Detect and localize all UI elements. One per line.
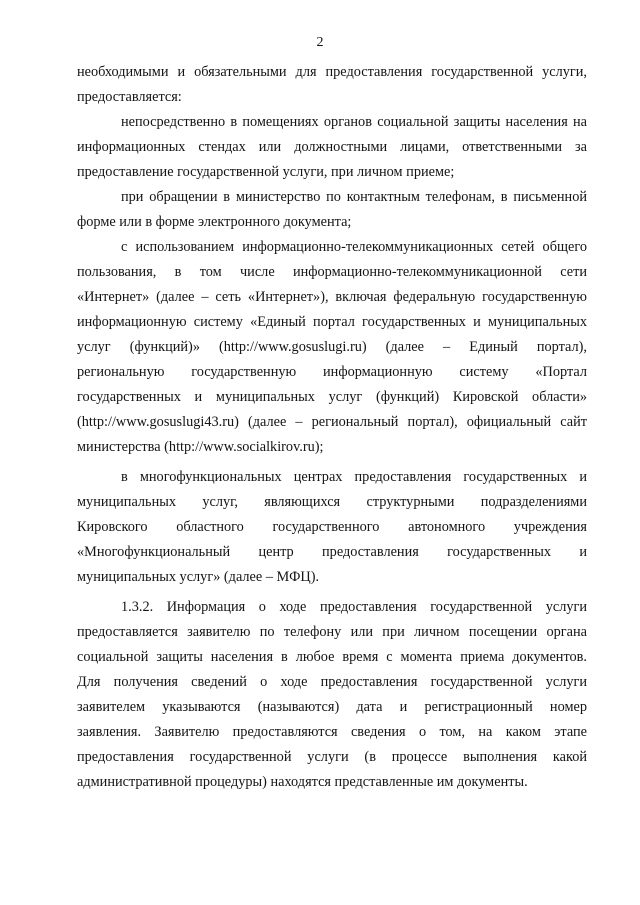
page-number: 2 xyxy=(316,35,324,50)
text-line: информационную систему «Единый портал государственных и муниципальных xyxy=(77,314,587,330)
text-line: информационных стендах или должностными лицами, ответственными за xyxy=(77,139,587,155)
text-line: заявителем указываются (называются) дата и регистрационный номер xyxy=(77,699,587,715)
text-line: услуг (функций)» (http://www.gosuslugi.ru) (далее – Единый портал), xyxy=(77,339,587,355)
text-line: министерства (http://www.socialkirov.ru); xyxy=(77,439,324,455)
paragraph-first-line: при обращении в министерство по контактным телефонам, в письменной xyxy=(121,189,587,205)
paragraph-first-line: 1.3.2. Информация о ходе предоставления государственной услуги xyxy=(121,599,587,615)
paragraph-first-line: в многофункциональных центрах предоставления государственных и xyxy=(121,469,587,485)
text-line: «Многофункциональный центр предоставления государственных и xyxy=(77,544,587,560)
text-line: предоставляется: xyxy=(77,89,182,105)
text-line: региональную государственную информационную систему «Портал xyxy=(77,364,587,380)
text-line: форме или в форме электронного документа; xyxy=(77,214,352,230)
text-line: предоставления государственной услуги (в процессе выполнения какой xyxy=(77,749,587,765)
text-line: социальной защиты населения в любое время с момента приема документов. xyxy=(77,649,587,665)
text-line: пользования, в том числе информационно-телекоммуникационной сети xyxy=(77,264,587,280)
text-line: необходимыми и обязательными для предоставления государственной услуги, xyxy=(77,64,587,80)
text-line: Для получения сведений о ходе предоставления государственной услуги xyxy=(77,674,587,690)
text-line: административной процедуры) находятся представленные им документы. xyxy=(77,774,528,790)
paragraph-first-line: непосредственно в помещениях органов социальной защиты населения на xyxy=(121,114,587,130)
text-line: (http://www.gosuslugi43.ru) (далее – региональный портал), официальный сайт xyxy=(77,414,587,430)
text-line: муниципальных услуг» (далее – МФЦ). xyxy=(77,569,320,585)
text-line: муниципальных услуг, являющихся структурными подразделениями xyxy=(77,494,587,510)
text-line: «Интернет» (далее – сеть «Интернет»), включая федеральную государственную xyxy=(77,289,587,305)
paragraph-first-line: с использованием информационно-телекоммуникационных сетей общего xyxy=(121,239,587,255)
text-line: Кировского областного государственного автономного учреждения xyxy=(77,519,587,535)
text-line: предоставляется заявителю по телефону или при личном посещении органа xyxy=(77,624,587,640)
text-line: предоставление государственной услуги, при личном приеме; xyxy=(77,164,455,180)
text-line: заявления. Заявителю предоставляются сведения о том, на каком этапе xyxy=(77,724,587,740)
text-line: государственных и муниципальных услуг (функций) Кировской области» xyxy=(77,389,587,405)
